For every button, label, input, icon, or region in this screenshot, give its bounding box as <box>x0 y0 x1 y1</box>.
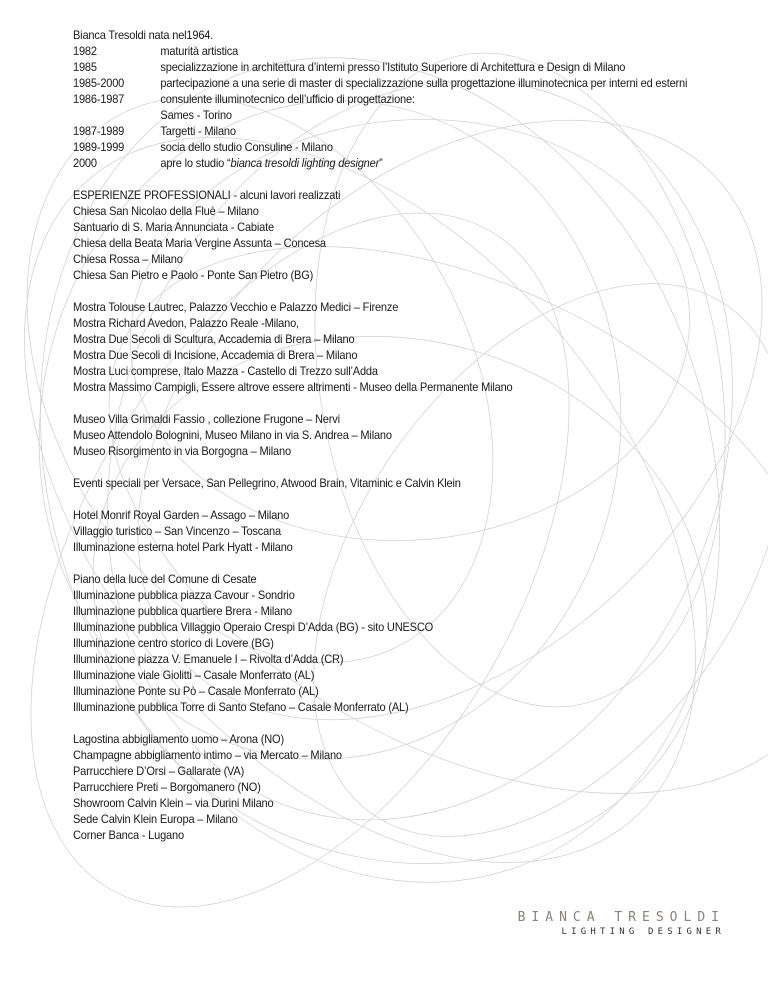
timeline-row <box>73 59 699 75</box>
project-item: Lagostina abbigliamento uomo – Arona (NO) <box>73 732 284 746</box>
timeline-row <box>73 155 699 171</box>
project-item: Illuminazione pubblica Villaggio Operaio Crespi D’Adda (BG) - sito UNESCO <box>73 620 434 634</box>
project-item: Illuminazione viale Giolitti – Casale Monferrato (AL) <box>73 668 315 682</box>
project-item: Illuminazione pubblica Torre di Santo Stefano – Casale Monferrato (AL) <box>73 700 409 714</box>
timeline-row <box>73 139 699 155</box>
project-item: Showroom Calvin Klein – via Durini Milano <box>73 796 274 810</box>
project-item: Corner Banca - Lugano <box>73 828 184 842</box>
studio-suffix: ” <box>379 156 383 170</box>
project-item: Mostra Due Secoli di Scultura, Accademia di Brera – Milano <box>73 332 355 346</box>
project-item: Champagne abbigliamento intimo – via Mercato – Milano <box>73 748 342 762</box>
studio-prefix: apre lo studio “ <box>160 156 231 170</box>
timeline-text <box>160 155 382 171</box>
section-gap <box>73 555 699 571</box>
brand-logo <box>518 910 725 938</box>
brand-name: BIANCA TRESOLDI <box>517 910 725 925</box>
timeline-text: consulente illuminotecnico dell’ufficio di progettazione: <box>160 92 415 106</box>
project-item: Illuminazione piazza V. Emanuele I – Rivolta d’Adda (CR) <box>73 652 344 666</box>
timeline-year <box>73 107 160 123</box>
bio-intro: Bianca Tresoldi nata nel1964. <box>73 28 214 42</box>
project-item: Mostra Tolouse Lautrec, Palazzo Vecchio e Palazzo Medici – Firenze <box>73 300 399 314</box>
project-item: Eventi speciali per Versace, San Pellegrino, Atwood Brain, Vitaminic e Calvin Klein <box>73 476 461 490</box>
project-item: Museo Attendolo Bolognini, Museo Milano in via S. Andrea – Milano <box>73 428 392 442</box>
timeline-year: 1989-1999 <box>73 140 125 154</box>
project-item: Illuminazione pubblica piazza Cavour - Sondrio <box>73 588 295 602</box>
project-item: Mostra Richard Avedon, Palazzo Reale -Milano, <box>73 316 299 330</box>
timeline-year: 2000 <box>73 156 97 170</box>
project-item: Villaggio turistico – San Vincenzo – Toscana <box>73 524 281 538</box>
section-gap <box>73 491 699 507</box>
timeline-year: 1986-1987 <box>73 92 125 106</box>
timeline-year: 1987-1989 <box>73 124 125 138</box>
project-item: Parrucchiere Preti – Borgomanero (NO) <box>73 780 261 794</box>
timeline-text: socia dello studio Consuline - Milano <box>160 140 333 154</box>
timeline-text: Sames - Torino <box>160 108 232 122</box>
section-heading: ESPERIENZE PROFESSIONALI - alcuni lavori realizzati <box>73 188 341 202</box>
studio-name: bianca tresoldi lighting designer <box>230 156 380 170</box>
section-gap <box>73 395 699 411</box>
timeline-row <box>73 107 699 123</box>
cv-content <box>73 27 699 843</box>
timeline-row <box>73 43 699 59</box>
project-item: Chiesa della Beata Maria Vergine Assunta – Concesa <box>73 236 326 250</box>
project-item: Chiesa San Nicolao della Fluè – Milano <box>73 204 259 218</box>
project-item: Chiesa Rossa – Milano <box>73 252 183 266</box>
timeline-year: 1985-2000 <box>73 76 125 90</box>
experience-sections <box>73 171 699 843</box>
timeline-row <box>73 91 699 107</box>
project-item: Sede Calvin Klein Europa – Milano <box>73 812 238 826</box>
section-gap <box>73 283 699 299</box>
project-item: Mostra Massimo Campigli, Essere altrove essere altrimenti - Museo della Permanente Milano <box>73 380 513 394</box>
project-item: Parrucchiere D’Orsi – Gallarate (VA) <box>73 764 245 778</box>
project-item: Illuminazione centro storico di Lovere (BG) <box>73 636 274 650</box>
project-item: Mostra Due Secoli di Incisione, Accademia di Brera – Milano <box>73 348 358 362</box>
timeline-text: partecipazione a una serie di master di specializzazione sulla progettazione illuminotecnica per interni ed esterni <box>160 76 688 90</box>
timeline-text: maturità artistica <box>160 44 239 58</box>
timeline-year: 1985 <box>73 60 97 74</box>
timeline-text: specializzazione in architettura d’interni presso l’Istituto Superiore di Architettura e Design di Milano <box>160 60 626 74</box>
project-item: Piano della luce del Comune di Cesate <box>73 572 257 586</box>
project-item: Santuario di S. Maria Annunciata - Cabiate <box>73 220 274 234</box>
project-item: Museo Risorgimento in via Borgogna – Milano <box>73 444 291 458</box>
timeline-row <box>73 75 699 91</box>
project-item: Museo Villa Grimaldi Fassio , collezione Frugone – Nervi <box>73 412 340 426</box>
brand-tagline: LIGHTING DESIGNER <box>561 927 725 937</box>
timeline-text: Targetti - Milano <box>160 124 236 138</box>
project-item: Mostra Luci comprese, Italo Mazza - Castello di Trezzo sull’Adda <box>73 364 378 378</box>
section-gap <box>73 171 699 187</box>
timeline-year: 1982 <box>73 44 97 58</box>
section-gap <box>73 459 699 475</box>
project-item: Hotel Monrif Royal Garden – Assago – Milano <box>73 508 290 522</box>
timeline-row <box>73 123 699 139</box>
project-item: Chiesa San Pietro e Paolo - Ponte San Pietro (BG) <box>73 268 314 282</box>
project-item: Illuminazione pubblica quartiere Brera - Milano <box>73 604 293 618</box>
project-item: Illuminazione Ponte su Pò – Casale Monferrato (AL) <box>73 684 319 698</box>
section-gap <box>73 715 699 731</box>
project-item: Illuminazione esterna hotel Park Hyatt - Milano <box>73 540 293 554</box>
